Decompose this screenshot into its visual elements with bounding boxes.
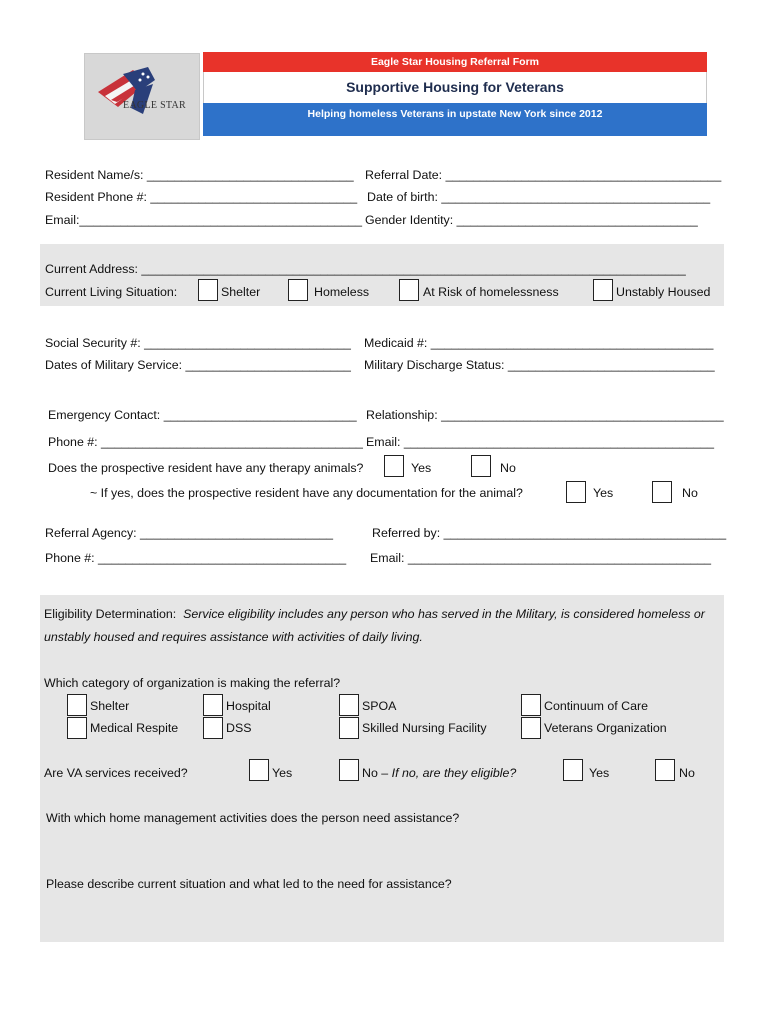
banner-tagline: Helping homeless Veterans in upstate New York since 2012 bbox=[203, 103, 707, 136]
eligible-no-checkbox[interactable] bbox=[655, 759, 675, 781]
va-no-text: No – bbox=[362, 766, 392, 780]
va-services-yes-label: Yes bbox=[272, 766, 293, 780]
emergency-email-field[interactable]: Email: _____________________________________________ bbox=[366, 435, 714, 449]
resident-name-field[interactable]: Resident Name/s: ______________________________ bbox=[45, 168, 354, 182]
date-of-birth-field[interactable]: Date of birth: _______________________________________ bbox=[367, 190, 711, 204]
eligible-yes-checkbox[interactable] bbox=[563, 759, 583, 781]
home-management-question: With which home management activities does the person need assistance? bbox=[46, 811, 460, 825]
current-address-field[interactable]: Current Address: _______________________________________________________________________________ bbox=[45, 262, 686, 276]
emergency-phone-field[interactable]: Phone #: ______________________________________ bbox=[48, 435, 363, 449]
category-dss-label: DSS bbox=[226, 721, 252, 735]
banner-main-title: Supportive Housing for Veterans bbox=[203, 72, 707, 103]
category-medical-respite-checkbox[interactable] bbox=[67, 717, 87, 739]
homeless-option-label: Homeless bbox=[314, 285, 370, 299]
relationship-field[interactable]: Relationship: _________________________________________ bbox=[366, 408, 724, 422]
unstably-housed-checkbox[interactable] bbox=[593, 279, 613, 301]
va-services-yes-checkbox[interactable] bbox=[249, 759, 269, 781]
category-skilled-nursing-checkbox[interactable] bbox=[339, 717, 359, 739]
therapy-animals-yes-checkbox[interactable] bbox=[384, 455, 404, 477]
at-risk-option-label: At Risk of homelessness bbox=[423, 285, 559, 299]
documentation-no-label: No bbox=[682, 486, 698, 500]
resident-phone-field[interactable]: Resident Phone #: ______________________________ bbox=[45, 190, 358, 204]
logo-text: EAGLE STAR bbox=[123, 100, 187, 111]
therapy-animals-question: Does the prospective resident have any therapy animals? bbox=[48, 461, 364, 475]
military-service-dates-field[interactable]: Dates of Military Service: ________________________ bbox=[45, 358, 351, 372]
va-services-no-label bbox=[362, 766, 516, 780]
therapy-animals-no-checkbox[interactable] bbox=[471, 455, 491, 477]
category-shelter-checkbox[interactable] bbox=[67, 694, 87, 716]
eligibility-description: Service eligibility includes any person who has served in the Military, is considered homeless or bbox=[183, 607, 705, 621]
animal-documentation-question: ~ If yes, does the prospective resident have any documentation for the animal? bbox=[90, 486, 523, 500]
category-continuum-checkbox[interactable] bbox=[521, 694, 541, 716]
eligibility-description-cont: unstably housed and requires assistance with activities of daily living. bbox=[44, 630, 423, 644]
eagle-flag-icon bbox=[93, 62, 163, 122]
category-skilled-nursing-label: Skilled Nursing Facility bbox=[362, 721, 487, 735]
category-spoa-checkbox[interactable] bbox=[339, 694, 359, 716]
eligible-yes-label: Yes bbox=[589, 766, 610, 780]
category-dss-checkbox[interactable] bbox=[203, 717, 223, 739]
category-spoa-label: SPOA bbox=[362, 699, 397, 713]
documentation-yes-label: Yes bbox=[593, 486, 614, 500]
va-services-question: Are VA services received? bbox=[44, 766, 188, 780]
shelter-checkbox[interactable] bbox=[198, 279, 218, 301]
unstably-housed-option-label: Unstably Housed bbox=[616, 285, 711, 299]
emergency-contact-field[interactable]: Emergency Contact: ____________________________ bbox=[48, 408, 357, 422]
referral-date-field[interactable]: Referral Date: ________________________________________ bbox=[365, 168, 722, 182]
eligibility-text-line1 bbox=[44, 607, 705, 621]
category-veterans-org-checkbox[interactable] bbox=[521, 717, 541, 739]
eligible-no-label: No bbox=[679, 766, 695, 780]
category-question: Which category of organization is making the referral? bbox=[44, 676, 341, 690]
social-security-field[interactable]: Social Security #: ______________________________ bbox=[45, 336, 351, 350]
category-continuum-label: Continuum of Care bbox=[544, 699, 648, 713]
referral-email-field[interactable]: Email: ____________________________________________ bbox=[370, 551, 712, 565]
referred-by-field[interactable]: Referred by: _________________________________________ bbox=[372, 526, 727, 540]
shelter-option-label: Shelter bbox=[221, 285, 261, 299]
living-situation-label: Current Living Situation: bbox=[45, 285, 178, 299]
at-risk-checkbox[interactable] bbox=[399, 279, 419, 301]
situation-question: Please describe current situation and what led to the need for assistance? bbox=[46, 877, 452, 891]
medicaid-field[interactable]: Medicaid #: _________________________________________ bbox=[364, 336, 714, 350]
resident-email-field[interactable]: Email:_________________________________________ bbox=[45, 213, 362, 227]
eagle-star-logo bbox=[84, 53, 200, 140]
gender-identity-field[interactable]: Gender Identity: ___________________________________ bbox=[365, 213, 698, 227]
category-shelter-label: Shelter bbox=[90, 699, 130, 713]
category-hospital-label: Hospital bbox=[226, 699, 271, 713]
banner-form-title: Eagle Star Housing Referral Form bbox=[203, 52, 707, 72]
discharge-status-field[interactable]: Military Discharge Status: ______________________________ bbox=[364, 358, 715, 372]
category-veterans-org-label: Veterans Organization bbox=[544, 721, 667, 735]
eligibility-text-line2 bbox=[44, 630, 423, 644]
referral-agency-field[interactable]: Referral Agency: ____________________________ bbox=[45, 526, 333, 540]
category-hospital-checkbox[interactable] bbox=[203, 694, 223, 716]
therapy-animals-yes-label: Yes bbox=[411, 461, 432, 475]
therapy-animals-no-label: No bbox=[500, 461, 516, 475]
documentation-yes-checkbox[interactable] bbox=[566, 481, 586, 503]
va-services-no-checkbox[interactable] bbox=[339, 759, 359, 781]
homeless-checkbox[interactable] bbox=[288, 279, 308, 301]
category-medical-respite-label: Medical Respite bbox=[90, 721, 179, 735]
documentation-no-checkbox[interactable] bbox=[652, 481, 672, 503]
eligibility-label: Eligibility Determination: bbox=[44, 607, 177, 621]
va-eligible-question: If no, are they eligible? bbox=[391, 766, 517, 780]
referral-phone-field[interactable]: Phone #: ____________________________________ bbox=[45, 551, 347, 565]
